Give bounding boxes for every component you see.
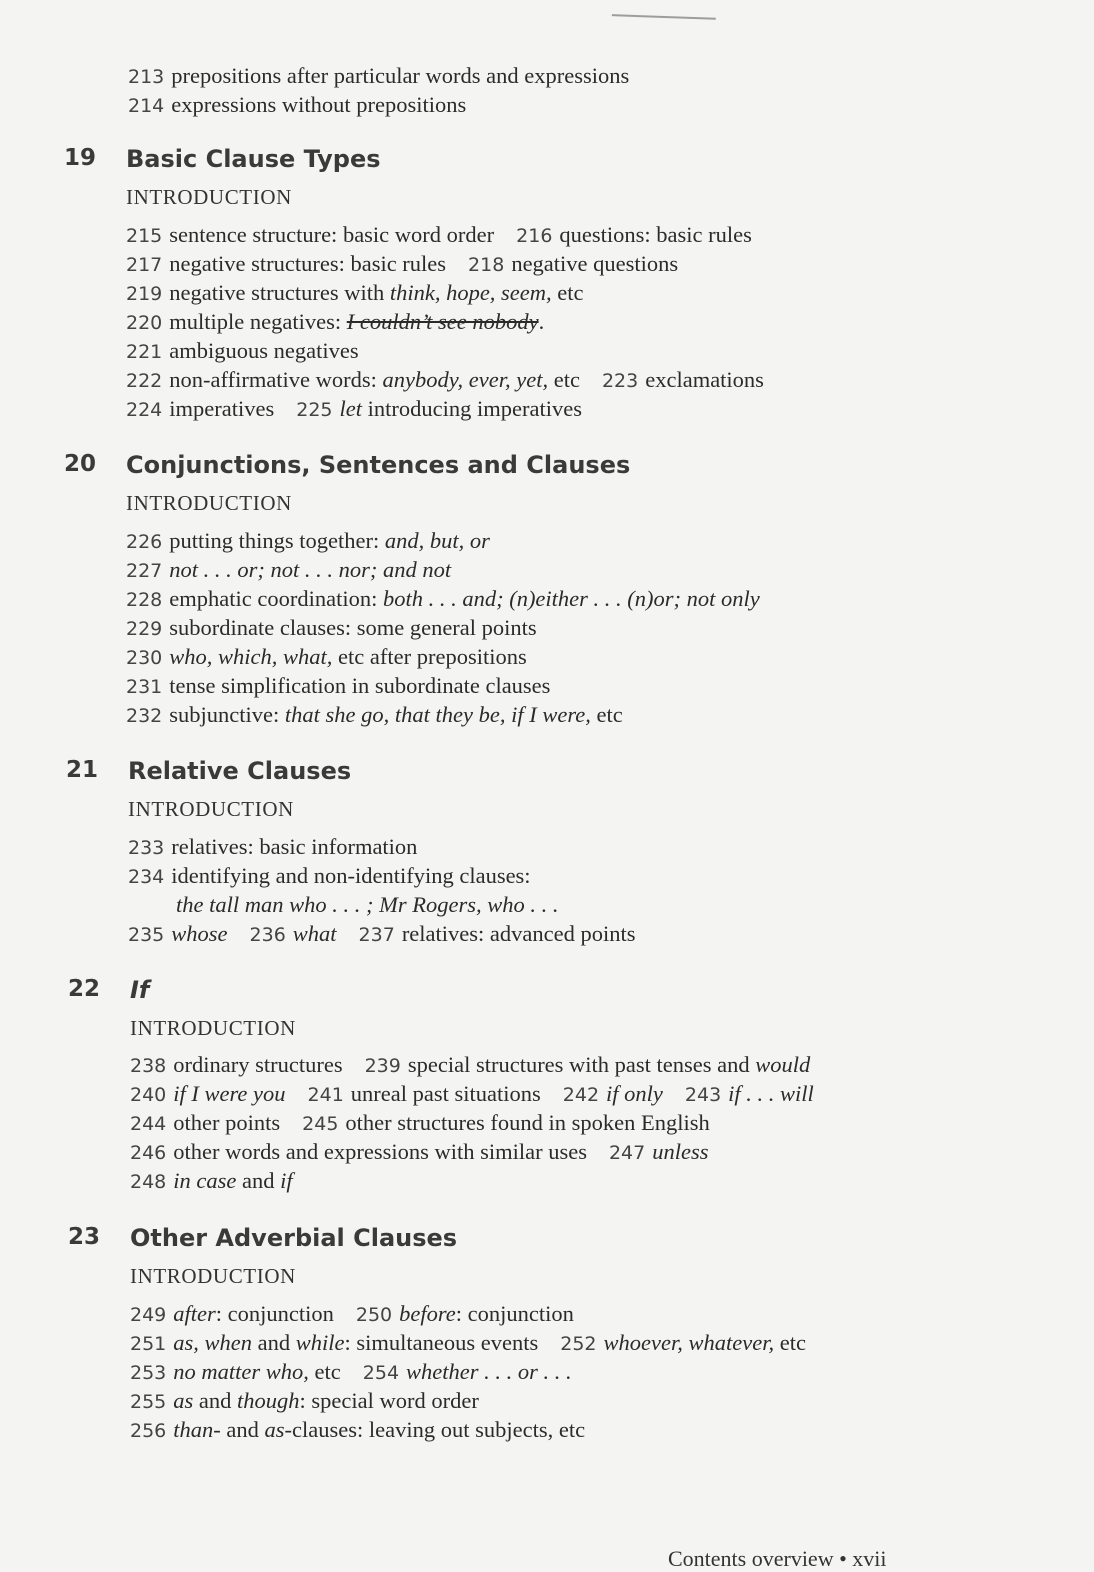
toc-entry	[250, 921, 337, 946]
section-number: 253	[130, 1362, 167, 1384]
section-number: 242	[562, 1084, 600, 1106]
scan-smudge	[612, 4, 716, 20]
section-number: 227	[126, 560, 163, 582]
entry-text: would	[755, 1052, 811, 1077]
toc-line	[126, 279, 584, 308]
toc-entry	[126, 644, 527, 669]
toc-entry	[130, 1081, 286, 1106]
entry-text: anybody, ever, yet,	[382, 367, 549, 392]
entry-text: if . . . will	[728, 1081, 814, 1106]
entry-text: sentence structure: basic word order	[169, 222, 495, 247]
section-number: 237	[358, 924, 395, 946]
entry-text: negative questions	[511, 251, 679, 276]
entry-text: : special word order	[299, 1388, 479, 1413]
toc-entry	[302, 1110, 710, 1135]
toc-entry	[365, 1052, 811, 1077]
entry-text: etc	[308, 1359, 341, 1384]
section-number: 225	[296, 399, 333, 421]
section-number: 246	[130, 1142, 167, 1164]
toc-line	[130, 1080, 814, 1109]
struck-text: I couldn’t see nobody	[346, 309, 539, 334]
toc-entry	[130, 1052, 343, 1077]
toc-entry	[126, 396, 274, 421]
toc-entry	[128, 863, 531, 888]
chapter-introduction: INTRODUCTION	[126, 491, 292, 515]
entry-text: etc	[774, 1330, 806, 1355]
section-number: 220	[126, 312, 163, 334]
section-number: 229	[126, 618, 163, 640]
entry-text: if only	[606, 1081, 663, 1106]
entry-text: special structures with past tenses and	[407, 1052, 756, 1077]
entry-text: who, which, what,	[169, 644, 333, 669]
toc-entry	[130, 1388, 479, 1413]
toc-entry	[126, 557, 451, 582]
toc-entry	[128, 921, 228, 946]
section-number: 244	[130, 1113, 167, 1135]
toc-entry	[685, 1081, 814, 1106]
toc-entry	[609, 1139, 709, 1164]
entry-text: : conjunction	[215, 1301, 334, 1326]
entry-text: what	[292, 921, 337, 946]
entry-text: introducing imperatives	[362, 396, 582, 421]
entry-text: and	[220, 1417, 265, 1442]
chapter-number: 19	[64, 145, 97, 171]
chapter-introduction: INTRODUCTION	[128, 797, 294, 821]
entry-text: relatives: advanced points	[401, 921, 636, 946]
entry-text: that she go, that they be, if I were,	[284, 702, 591, 727]
toc-entry	[126, 615, 537, 640]
entry-text: etc	[548, 367, 580, 392]
entry-text: : simultaneous events	[344, 1330, 539, 1355]
toc-entry	[126, 673, 550, 698]
toc-line	[176, 891, 559, 919]
chapter-number: 23	[68, 1224, 101, 1250]
entry-text: in case	[173, 1168, 237, 1193]
section-number: 235	[128, 924, 165, 946]
toc-entry	[126, 280, 584, 305]
toc-entry	[602, 367, 764, 392]
toc-entry	[308, 1081, 541, 1106]
entry-text: etc after prepositions	[332, 644, 527, 669]
entry-text: unreal past situations	[350, 1081, 541, 1106]
entry-text: imperatives	[169, 396, 275, 421]
section-number: 256	[130, 1420, 167, 1442]
section-number: 232	[126, 705, 163, 727]
entry-text: and	[236, 1168, 281, 1193]
section-number: 243	[684, 1084, 722, 1106]
section-number: 218	[468, 254, 505, 276]
entry-text: whether . . . or . . .	[406, 1359, 572, 1384]
entry-text: both . . . and; (n)either . . . (n)or; not only	[382, 586, 760, 611]
toc-entry	[126, 338, 359, 363]
section-number: 240	[130, 1084, 167, 1106]
section-number: 219	[126, 283, 163, 305]
section-number: 213	[128, 66, 165, 88]
toc-line	[130, 1051, 810, 1080]
toc-line	[126, 395, 582, 424]
toc-entry	[126, 222, 494, 247]
entry-text: emphatic coordination:	[169, 586, 383, 611]
toc-line	[128, 920, 635, 949]
toc-entry	[359, 921, 636, 946]
section-number: 228	[126, 589, 163, 611]
entry-text: as, when	[173, 1330, 253, 1355]
entry-text: negative structures: basic rules	[169, 251, 447, 276]
entry-text: etc	[551, 280, 584, 305]
entry-text: if I were you	[173, 1081, 286, 1106]
section-number: 230	[126, 647, 163, 669]
toc-line	[130, 1358, 572, 1387]
entry-text: no matter who,	[173, 1359, 309, 1384]
toc-line	[128, 833, 417, 862]
toc-entry	[468, 251, 678, 276]
entry-text: subordinate clauses: some general points	[169, 615, 537, 640]
toc-entry	[560, 1330, 806, 1355]
entry-text: as	[264, 1417, 285, 1442]
entry-text: other points	[173, 1110, 281, 1135]
toc-entry	[130, 1417, 585, 1442]
toc-entry	[563, 1081, 663, 1106]
toc-line	[126, 701, 623, 730]
entry-text: as	[173, 1388, 194, 1413]
toc-line	[126, 527, 490, 556]
entry-text: prepositions after particular words and expressions	[171, 63, 630, 88]
toc-line	[130, 1300, 574, 1329]
toc-line	[130, 1167, 293, 1196]
entry-text: etc	[590, 702, 623, 727]
chapter-number: 22	[68, 976, 101, 1002]
toc-entry	[130, 1168, 293, 1193]
section-number: 250	[355, 1304, 393, 1326]
section-number: 236	[249, 924, 286, 946]
toc-line	[126, 221, 752, 250]
toc-entry	[126, 528, 490, 553]
section-number: 233	[128, 837, 165, 859]
toc-line	[126, 672, 550, 701]
entry-text: expressions without prepositions	[171, 92, 467, 117]
toc-entry	[126, 702, 623, 727]
entry-text: : conjunction	[455, 1301, 574, 1326]
section-number: 215	[126, 225, 163, 247]
toc-entry	[363, 1359, 572, 1384]
entry-text: not . . . or; not . . . nor; and not	[169, 557, 452, 582]
section-number: 223	[601, 370, 639, 392]
toc-entry	[126, 586, 760, 611]
entry-text: before	[399, 1301, 456, 1326]
chapter-title: Conjunctions, Sentences and Clauses	[126, 451, 631, 479]
chapter-title: Other Adverbial Clauses	[130, 1224, 458, 1252]
section-number: 254	[362, 1362, 400, 1384]
entry-text: after	[173, 1301, 216, 1326]
chapter-title: If	[130, 976, 150, 1004]
toc-entry	[176, 892, 559, 917]
toc-entry	[130, 1301, 334, 1326]
toc-line	[130, 1138, 708, 1167]
toc-line	[126, 366, 764, 395]
entry-text: the tall man who . . . ; Mr Rogers, who . . .	[176, 892, 559, 917]
entry-text: whose	[171, 921, 228, 946]
entry-text: think, hope, seem,	[389, 280, 552, 305]
toc-line	[126, 585, 760, 614]
toc-entry	[126, 309, 544, 334]
section-number: 222	[126, 370, 163, 392]
chapter-introduction: INTRODUCTION	[130, 1016, 296, 1040]
entry-text: .	[538, 309, 545, 334]
entry-text: while	[295, 1330, 345, 1355]
page-footer: Contents overview • xvii	[668, 1546, 887, 1571]
toc-line	[126, 337, 359, 366]
chapter-number: 21	[66, 757, 99, 783]
entry-text: non-affirmative words:	[169, 367, 383, 392]
chapter-title: Relative Clauses	[128, 757, 352, 785]
entry-text: unless	[652, 1139, 709, 1164]
entry-text	[347, 309, 539, 334]
section-number: 245	[302, 1113, 339, 1135]
toc-line	[130, 1109, 710, 1138]
entry-text: multiple negatives:	[169, 309, 347, 334]
section-number: 224	[126, 399, 163, 421]
toc-line	[126, 643, 527, 672]
entry-text: exclamations	[645, 367, 764, 392]
toc-line	[128, 862, 531, 891]
section-number: 217	[126, 254, 163, 276]
section-number: 221	[126, 341, 163, 363]
section-number: 231	[126, 676, 163, 698]
entry-text: -clauses: leaving out subjects, etc	[284, 1417, 586, 1442]
toc-line	[126, 308, 544, 337]
entry-text: putting things together:	[169, 528, 385, 553]
section-number: 249	[130, 1304, 167, 1326]
section-number: 248	[130, 1171, 167, 1193]
entry-text: other words and expressions with similar uses	[173, 1139, 587, 1164]
section-number: 247	[608, 1142, 646, 1164]
chapter-number: 20	[64, 451, 97, 477]
entry-text: questions: basic rules	[559, 222, 752, 247]
entry-text: negative structures with	[169, 280, 390, 305]
toc-entry	[516, 222, 752, 247]
section-number: 252	[560, 1333, 597, 1355]
chapter-title: Basic Clause Types	[126, 145, 381, 173]
toc-entry	[130, 1330, 538, 1355]
entry-text: and, but, or	[384, 528, 490, 553]
section-number: 214	[128, 95, 165, 117]
entry-text: relatives: basic information	[171, 834, 418, 859]
entry-text: other structures found in spoken English	[345, 1110, 710, 1135]
toc-entry	[128, 834, 417, 859]
entry-text: if	[280, 1168, 293, 1193]
toc-entry	[356, 1301, 574, 1326]
toc-entry	[126, 367, 580, 392]
toc-line	[130, 1329, 806, 1358]
entry-text: and	[252, 1330, 296, 1355]
toc-entry	[126, 251, 446, 276]
section-number: 239	[364, 1055, 401, 1077]
section-number: 238	[130, 1055, 167, 1077]
toc-line	[128, 62, 629, 91]
toc-entry	[130, 1110, 280, 1135]
entry-text: let	[339, 396, 362, 421]
toc-line	[126, 250, 678, 279]
entry-text: though	[237, 1388, 300, 1413]
entry-text: and	[193, 1388, 238, 1413]
entry-text: identifying and non-identifying clauses:	[171, 863, 531, 888]
toc-line	[128, 91, 466, 120]
toc-line	[126, 614, 537, 643]
section-number: 234	[128, 866, 165, 888]
toc-entry	[130, 1139, 587, 1164]
toc-entry	[296, 396, 582, 421]
entry-text: ambiguous negatives	[169, 338, 359, 363]
chapter-introduction: INTRODUCTION	[126, 185, 292, 209]
entry-text: than-	[173, 1417, 221, 1442]
section-number: 226	[126, 531, 163, 553]
toc-line	[130, 1416, 585, 1445]
toc-entry	[130, 1359, 341, 1384]
entry-text: ordinary structures	[173, 1052, 343, 1077]
section-number: 241	[307, 1084, 344, 1106]
section-number: 216	[516, 225, 553, 247]
entry-text: whoever, whatever,	[603, 1330, 775, 1355]
chapter-introduction: INTRODUCTION	[130, 1264, 296, 1288]
toc-line	[130, 1387, 479, 1416]
section-number: 255	[130, 1391, 167, 1413]
section-number: 251	[130, 1333, 167, 1355]
entry-text: subjunctive:	[169, 702, 285, 727]
entry-text: tense simplification in subordinate clauses	[169, 673, 551, 698]
toc-line	[126, 556, 451, 585]
